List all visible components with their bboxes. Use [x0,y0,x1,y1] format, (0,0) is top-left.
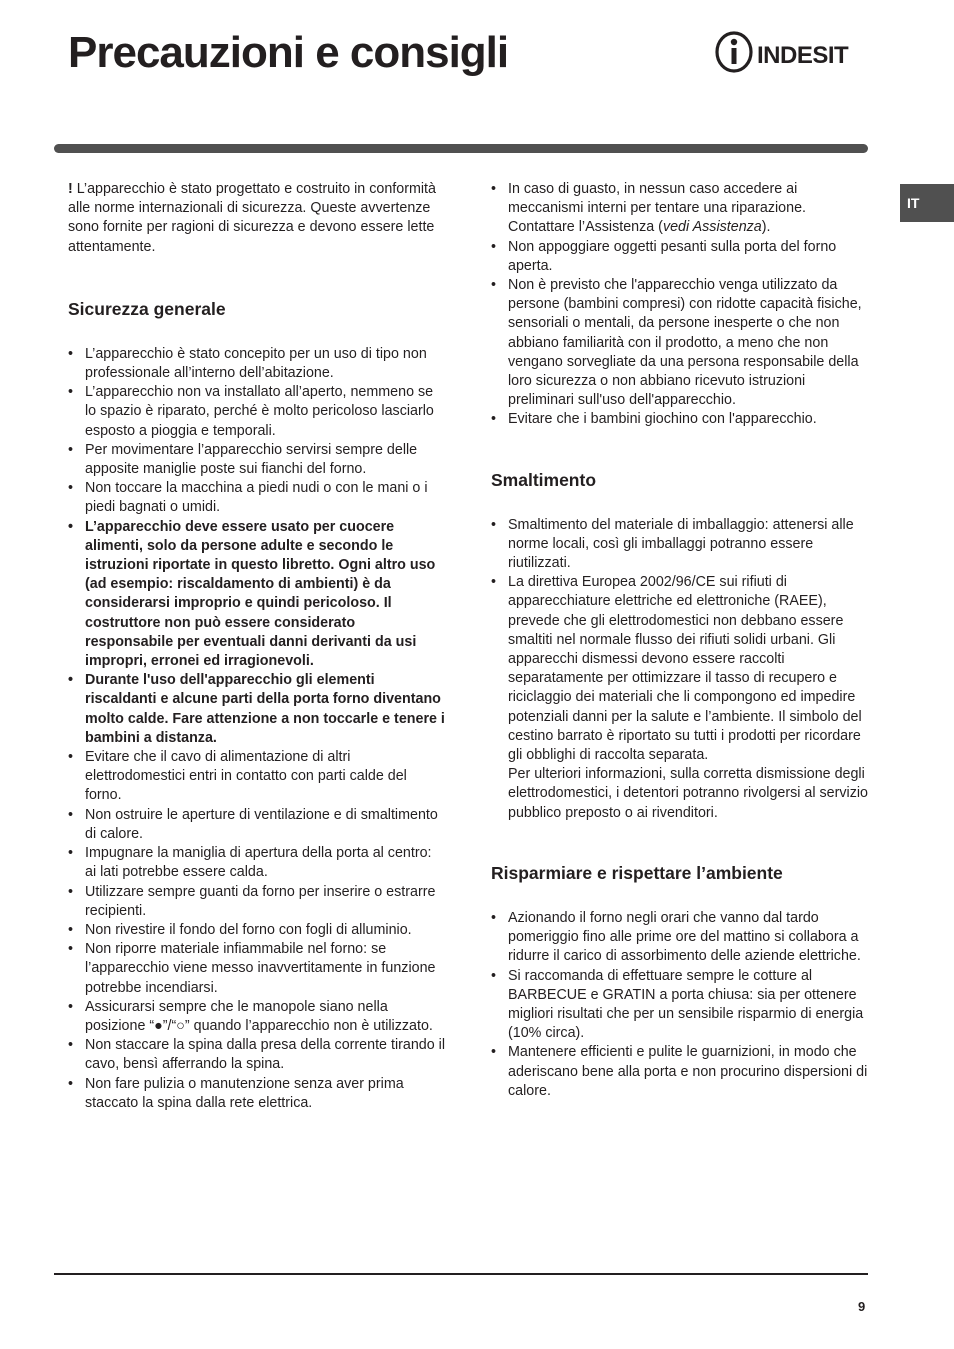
right-column [491,180,871,1139]
list-item [491,276,871,410]
list-item: • Non fare pulizia o manutenzione senza aver prima staccato la spina dalla rete elettrica. [68,1075,446,1113]
list-item: • Evitare che il cavo di alimentazione di altri elettrodomestici entri in contatto con parti calde del forno. [68,748,446,806]
section-title-general-safety: Sicurezza generale [68,298,226,319]
intro-text: L’apparecchio è stato progettato e costruito in conformità alle norme internazionali di sicurezza. Queste avvertenze sono fornite per ragioni di sicurezza e devono essere lette attentamente. [68,181,436,255]
intro-paragraph [68,180,446,257]
indesit-logo [713,30,873,76]
list-item: • L’apparecchio deve essere usato per cuocere alimenti, solo da persone adulte e secondo le istruzioni riportate in questo libretto. Ogni altro uso (ad esempio: riscaldamento di ambienti) è da considerarsi improprio e quindi pericoloso. Il costruttore non può essere considerato responsabile per eventuali danni derivanti da usi impropri, erronei ed irragionevoli. [68,518,446,672]
environment-list [491,909,871,1101]
list-item: • Per movimentare l’apparecchio servirsi sempre delle apposite maniglie poste sui fianchi del forno. [68,441,446,479]
language-tab: IT [900,184,954,222]
list-item: • Assicurarsi sempre che le manopole siano nella posizione “●”/“○” quando l’apparecchio non è utilizzato. [68,998,446,1036]
list-item-text: Non appoggiare oggetti pesanti sulla porta del forno aperta. [508,238,837,274]
list-item [491,180,871,238]
list-item: • Smaltimento del materiale di imballaggio: attenersi alle norme locali, così gli imballaggi potranno essere riutilizzati. [491,516,871,574]
section-title-environment: Risparmiare e rispettare l’ambiente [491,862,783,883]
list-item: • L’apparecchio è stato concepito per un uso di tipo non professionale all’interno dell’abitazione. [68,345,446,383]
list-item: • Utilizzare sempre guanti da forno per inserire o estrarre recipienti. [68,883,446,921]
list-item: • Non staccare la spina dalla presa della corrente tirando il cavo, bensì afferrando la spina. [68,1036,446,1074]
warning-mark: ! [68,181,73,197]
list-item: • Impugnare la maniglia di apertura della porta al centro: ai lati potrebbe essere calda. [68,844,446,882]
list-item: • Durante l'uso dell'apparecchio gli elementi riscaldanti e alcune parti della porta forno diventano molto calde. Fare attenzione a non toccarle e tenere i bambini a distanza. [68,671,446,748]
list-item: • Si raccomanda di effettuare sempre le cotture al BARBECUE e GRATIN a porta chiusa: sia per ottenere migliori risultati che per un sensibile risparmio di energia (10% circa). [491,967,871,1044]
list-item: • Non toccare la macchina a piedi nudi o con le mani o i piedi bagnati o umidi. [68,479,446,517]
list-item [491,410,871,429]
list-item: • Non riporre materiale infiammabile nel forno: se l’apparecchio viene messo inavvertitamente in funzione potrebbe incendiarsi. [68,940,446,998]
list-item-text: Non è previsto che l'apparecchio venga utilizzato da persone (bambini compresi) con ridotte capacità fisiche, sensoriali o mentali, da persone inesperte o che non abbiano familiarità con il prodotto, a meno che non vengano sorvegliate da una persona responsabile della loro sicurezza o non abbiano ricevuto istruzioni preliminari sull'uso dell'apparecchio. [508,277,862,409]
list-item: • Non rivestire il fondo del forno con fogli di alluminio. [68,921,446,940]
general-safety-list-continued [491,180,871,430]
general-safety-list [68,345,446,1113]
list-item: • Azionando il forno negli orari che vanno dal tardo pomeriggio fino alle prime ore del mattino si collabora a ridurre il carico di assorbimento delle aziende elettriche. [491,909,871,967]
disposal-note: Per ulteriori informazioni, sulla corretta dismissione degli elettrodomestici, i detentori potranno rivolgersi al servizio pubblico preposto o ai rivenditori. [508,766,868,821]
list-item-text: In caso di guasto, in nessun caso accedere ai meccanismi interni per tentare una riparazione. Contattare l’Assistenza ( [508,181,807,236]
list-item: • Mantenere efficienti e pulite le guarnizioni, in modo che aderiscano bene alla porta e non procurino dispersioni di calore. [491,1043,871,1101]
disposal-list [491,516,871,766]
list-item: • L’apparecchio non va installato all’aperto, nemmeno se lo spazio è riparato, perché è molto pericoloso lasciarlo esposto a pioggia e temporali. [68,383,446,441]
brand-wordmark: INDESIT [757,42,849,69]
list-item-text: Evitare che i bambini giochino con l'apparecchio. [508,411,817,428]
list-item: • La direttiva Europea 2002/96/CE sui rifiuti di apparecchiature elettriche ed elettroniche (RAEE), prevede che gli elettrodomestici non debbano essere smaltiti nel normale flusso dei rifiuti solidi urbani. Gli apparecchi dismessi devono essere raccolti separatamente per ottimizzare il tasso di recupero e riciclaggio dei materiali che li compongono ed impedire potenziali danni per la salute e l’ambiente. Il simbolo del cestino barrato è riportato su tutti i prodotti per ricordare gli obblighi di raccolta separata. [491,573,871,765]
list-item-text-end: ). [761,219,771,236]
list-item: • Non ostruire le aperture di ventilazione e di smaltimento di calore. [68,806,446,844]
list-item-reference: vedi Assistenza [662,219,762,236]
header-rule [54,144,868,153]
left-column [68,180,446,1113]
section-title-disposal: Smaltimento [491,469,597,490]
list-item [491,238,871,276]
page-title: Precauzioni e consigli [68,28,509,77]
footer-rule [54,1273,868,1275]
page-number: 9 [858,1299,866,1314]
